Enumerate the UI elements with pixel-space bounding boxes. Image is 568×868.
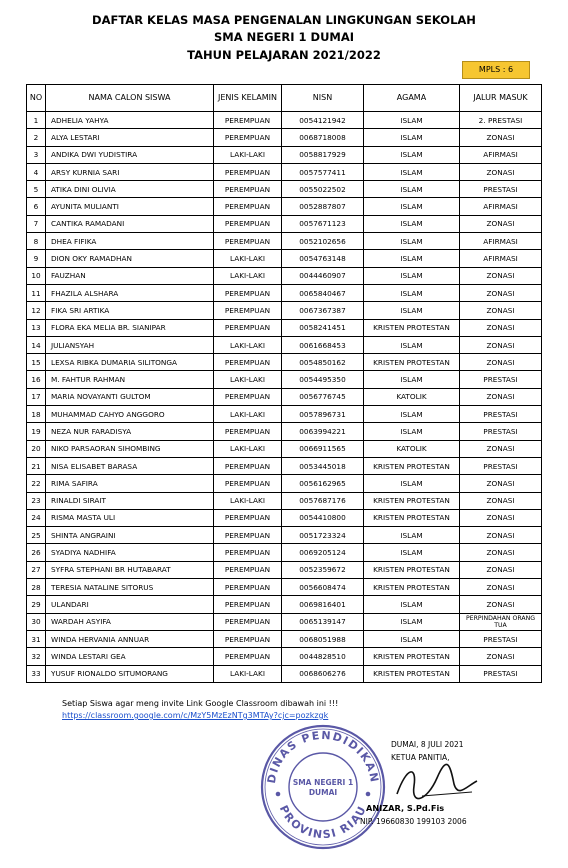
cell-nisn: 0054850162 bbox=[282, 354, 364, 371]
cell-religion: ISLAM bbox=[364, 544, 460, 561]
cell-gender: LAKI-LAKI bbox=[214, 492, 282, 509]
cell-no: 14 bbox=[27, 336, 46, 353]
cell-nisn: 0057687176 bbox=[282, 492, 364, 509]
cell-admission-path: ZONASI bbox=[460, 509, 542, 526]
cell-nisn: 0058241451 bbox=[282, 319, 364, 336]
cell-admission-path: ZONASI bbox=[460, 163, 542, 180]
cell-nisn: 0057577411 bbox=[282, 163, 364, 180]
table-row bbox=[27, 215, 542, 232]
cell-student-name: ANDIKA DWI YUDISTIRA bbox=[46, 146, 214, 163]
cell-admission-path: ZONASI bbox=[460, 129, 542, 146]
cell-gender: PEREMPUAN bbox=[214, 233, 282, 250]
cell-student-name: YUSUF RIONALDO SITUMORANG bbox=[46, 665, 214, 682]
cell-religion: ISLAM bbox=[364, 284, 460, 301]
cell-religion: KRISTEN PROTESTAN bbox=[364, 561, 460, 578]
cell-no: 33 bbox=[27, 665, 46, 682]
cell-nisn: 0054410800 bbox=[282, 509, 364, 526]
cell-nisn: 0061668453 bbox=[282, 336, 364, 353]
document-title: DAFTAR KELAS MASA PENGENALAN LINGKUNGAN SEKOLAH bbox=[92, 13, 476, 27]
cell-student-name: WARDAH ASYIFA bbox=[46, 613, 214, 630]
cell-student-name: SYFRA STEPHANI BR HUTABARAT bbox=[46, 561, 214, 578]
col-header-admission-path: JALUR MASUK bbox=[460, 85, 542, 112]
cell-no: 1 bbox=[27, 112, 46, 129]
cell-nisn: 0065139147 bbox=[282, 613, 364, 630]
cell-religion: ISLAM bbox=[364, 215, 460, 232]
stamp-center-line2: DUMAI bbox=[308, 788, 338, 797]
cell-religion: ISLAM bbox=[364, 596, 460, 613]
cell-no: 4 bbox=[27, 163, 46, 180]
cell-gender: PEREMPUAN bbox=[214, 198, 282, 215]
cell-student-name: RISMA MASTA ULI bbox=[46, 509, 214, 526]
cell-religion: KATOLIK bbox=[364, 440, 460, 457]
table-row bbox=[27, 509, 542, 526]
cell-gender: LAKI-LAKI bbox=[214, 371, 282, 388]
cell-gender: LAKI-LAKI bbox=[214, 146, 282, 163]
cell-admission-path: PRESTASI bbox=[460, 457, 542, 474]
cell-religion: ISLAM bbox=[364, 630, 460, 647]
cell-admission-path: AFIRMASI bbox=[460, 146, 542, 163]
table-row bbox=[27, 665, 542, 682]
cell-religion: ISLAM bbox=[364, 129, 460, 146]
cell-nisn: 0052887807 bbox=[282, 198, 364, 215]
cell-student-name: NEZA NUR FARADISYA bbox=[46, 423, 214, 440]
cell-religion: ISLAM bbox=[364, 146, 460, 163]
cell-religion: KRISTEN PROTESTAN bbox=[364, 665, 460, 682]
cell-nisn: 0055022502 bbox=[282, 181, 364, 198]
table-row bbox=[27, 475, 542, 492]
cell-admission-path: PRESTASI bbox=[460, 181, 542, 198]
student-table bbox=[26, 84, 542, 683]
cell-nisn: 0054121942 bbox=[282, 112, 364, 129]
cell-no: 32 bbox=[27, 648, 46, 665]
col-header-nisn: NISN bbox=[282, 85, 364, 112]
cell-admission-path: 2. PRESTASI bbox=[460, 112, 542, 129]
cell-student-name: RIMA SAFIRA bbox=[46, 475, 214, 492]
col-header-no: NO bbox=[27, 85, 46, 112]
cell-no: 18 bbox=[27, 406, 46, 423]
cell-nisn: 0063994221 bbox=[282, 423, 364, 440]
cell-student-name: ATIKA DINI OLIVIA bbox=[46, 181, 214, 198]
cell-religion: ISLAM bbox=[364, 423, 460, 440]
table-row bbox=[27, 250, 542, 267]
table-row bbox=[27, 302, 542, 319]
cell-student-name: FLORA EKA MELIA BR. SIANIPAR bbox=[46, 319, 214, 336]
cell-religion: ISLAM bbox=[364, 112, 460, 129]
cell-no: 19 bbox=[27, 423, 46, 440]
cell-nisn: 0057896731 bbox=[282, 406, 364, 423]
table-row bbox=[27, 544, 542, 561]
cell-gender: PEREMPUAN bbox=[214, 423, 282, 440]
cell-admission-path: PERPINDAHAN ORANG TUA bbox=[460, 613, 542, 630]
cell-no: 15 bbox=[27, 354, 46, 371]
cell-no: 7 bbox=[27, 215, 46, 232]
cell-no: 25 bbox=[27, 527, 46, 544]
signature-role: KETUA PANITIA, bbox=[391, 753, 450, 762]
table-row bbox=[27, 267, 542, 284]
cell-admission-path: AFIRMASI bbox=[460, 250, 542, 267]
table-row bbox=[27, 492, 542, 509]
cell-no: 23 bbox=[27, 492, 46, 509]
cell-gender: LAKI-LAKI bbox=[214, 336, 282, 353]
col-header-religion: AGAMA bbox=[364, 85, 460, 112]
cell-nisn: 0068606276 bbox=[282, 665, 364, 682]
cell-admission-path: ZONASI bbox=[460, 492, 542, 509]
table-row bbox=[27, 163, 542, 180]
cell-gender: LAKI-LAKI bbox=[214, 665, 282, 682]
col-header-gender: JENIS KELAMIN bbox=[214, 85, 282, 112]
cell-student-name: TERESIA NATALINE SITORUS bbox=[46, 579, 214, 596]
cell-nisn: 0069816401 bbox=[282, 596, 364, 613]
cell-gender: PEREMPUAN bbox=[214, 354, 282, 371]
signer-nip: NIP. 19660830 199103 2006 bbox=[360, 817, 467, 826]
cell-admission-path: ZONASI bbox=[460, 284, 542, 301]
cell-no: 2 bbox=[27, 129, 46, 146]
table-row bbox=[27, 440, 542, 457]
cell-admission-path: PRESTASI bbox=[460, 630, 542, 647]
table-row bbox=[27, 146, 542, 163]
cell-nisn: 0052359672 bbox=[282, 561, 364, 578]
cell-student-name: SYADIYA NADHIFA bbox=[46, 544, 214, 561]
signer-name: ANIZAR, S.Pd.Fis bbox=[366, 803, 445, 813]
cell-gender: PEREMPUAN bbox=[214, 129, 282, 146]
cell-admission-path: AFIRMASI bbox=[460, 233, 542, 250]
cell-no: 11 bbox=[27, 284, 46, 301]
cell-nisn: 0052102656 bbox=[282, 233, 364, 250]
cell-student-name: DION OKY RAMADHAN bbox=[46, 250, 214, 267]
cell-student-name: NISA ELISABET BARASA bbox=[46, 457, 214, 474]
table-row bbox=[27, 198, 542, 215]
cell-no: 5 bbox=[27, 181, 46, 198]
cell-gender: PEREMPUAN bbox=[214, 112, 282, 129]
table-row bbox=[27, 233, 542, 250]
cell-admission-path: PRESTASI bbox=[460, 665, 542, 682]
table-row bbox=[27, 561, 542, 578]
table-row bbox=[27, 319, 542, 336]
cell-student-name: LEXSA RIBKA DUMARIA SILITONGA bbox=[46, 354, 214, 371]
table-header-row bbox=[27, 85, 542, 112]
cell-religion: ISLAM bbox=[364, 163, 460, 180]
cell-no: 27 bbox=[27, 561, 46, 578]
cell-nisn: 0044828510 bbox=[282, 648, 364, 665]
cell-gender: PEREMPUAN bbox=[214, 284, 282, 301]
classroom-link[interactable]: https://classroom.google.com/c/MzY5MzEzNTg3MTAy?cjc=pozkzgk bbox=[62, 711, 329, 720]
cell-no: 21 bbox=[27, 457, 46, 474]
cell-gender: PEREMPUAN bbox=[214, 648, 282, 665]
cell-religion: ISLAM bbox=[364, 250, 460, 267]
cell-gender: PEREMPUAN bbox=[214, 509, 282, 526]
cell-student-name: NIKO PARSAORAN SIHOMBING bbox=[46, 440, 214, 457]
table-row bbox=[27, 336, 542, 353]
table-row bbox=[27, 596, 542, 613]
stamp-center-line1: SMA NEGERI 1 bbox=[292, 778, 354, 787]
cell-no: 28 bbox=[27, 579, 46, 596]
cell-religion: ISLAM bbox=[364, 302, 460, 319]
stamp-bottom-text: PROVINSI RIAU bbox=[276, 803, 370, 842]
cell-admission-path: ZONASI bbox=[460, 544, 542, 561]
cell-student-name: DHEA FIFIKA bbox=[46, 233, 214, 250]
handwritten-signature bbox=[392, 756, 482, 806]
cell-gender: LAKI-LAKI bbox=[214, 250, 282, 267]
signature-place-date: DUMAI, 8 JULI 2021 bbox=[391, 740, 464, 749]
school-name: SMA NEGERI 1 DUMAI bbox=[213, 30, 355, 44]
stamp-top-text: DINAS PENDIDIKAN bbox=[264, 728, 382, 785]
cell-student-name: SHINTA ANGRAINI bbox=[46, 527, 214, 544]
cell-student-name: MARIA NOVAYANTI GULTOM bbox=[46, 388, 214, 405]
cell-admission-path: ZONASI bbox=[460, 336, 542, 353]
table-row bbox=[27, 648, 542, 665]
cell-admission-path: PRESTASI bbox=[460, 423, 542, 440]
cell-no: 29 bbox=[27, 596, 46, 613]
cell-no: 17 bbox=[27, 388, 46, 405]
cell-admission-path: ZONASI bbox=[460, 579, 542, 596]
cell-religion: ISLAM bbox=[364, 475, 460, 492]
cell-nisn: 0053445018 bbox=[282, 457, 364, 474]
cell-nisn: 0069205124 bbox=[282, 544, 364, 561]
cell-religion: ISLAM bbox=[364, 233, 460, 250]
table-row bbox=[27, 129, 542, 146]
cell-admission-path: ZONASI bbox=[460, 388, 542, 405]
svg-text:DINAS PENDIDIKAN bbox=[265, 729, 381, 785]
cell-admission-path: ZONASI bbox=[460, 354, 542, 371]
cell-gender: PEREMPUAN bbox=[214, 613, 282, 630]
cell-gender: LAKI-LAKI bbox=[214, 267, 282, 284]
cell-gender: PEREMPUAN bbox=[214, 527, 282, 544]
cell-gender: PEREMPUAN bbox=[214, 215, 282, 232]
cell-religion: ISLAM bbox=[364, 527, 460, 544]
cell-gender: PEREMPUAN bbox=[214, 319, 282, 336]
table-row bbox=[27, 579, 542, 596]
cell-gender: PEREMPUAN bbox=[214, 163, 282, 180]
cell-student-name: ALYA LESTARI bbox=[46, 129, 214, 146]
table-row bbox=[27, 371, 542, 388]
table-row bbox=[27, 181, 542, 198]
cell-gender: PEREMPUAN bbox=[214, 544, 282, 561]
cell-no: 31 bbox=[27, 630, 46, 647]
cell-student-name: FHAZILA ALSHARA bbox=[46, 284, 214, 301]
cell-religion: ISLAM bbox=[364, 267, 460, 284]
cell-no: 16 bbox=[27, 371, 46, 388]
cell-no: 8 bbox=[27, 233, 46, 250]
cell-admission-path: ZONASI bbox=[460, 475, 542, 492]
cell-nisn: 0051723324 bbox=[282, 527, 364, 544]
cell-nisn: 0068051988 bbox=[282, 630, 364, 647]
mpls-badge: MPLS : 6 bbox=[462, 61, 530, 79]
cell-no: 9 bbox=[27, 250, 46, 267]
cell-gender: PEREMPUAN bbox=[214, 388, 282, 405]
cell-admission-path: ZONASI bbox=[460, 302, 542, 319]
cell-nisn: 0057671123 bbox=[282, 215, 364, 232]
cell-student-name: JULIANSYAH bbox=[46, 336, 214, 353]
cell-nisn: 0066911565 bbox=[282, 440, 364, 457]
cell-admission-path: ZONASI bbox=[460, 267, 542, 284]
table-row bbox=[27, 423, 542, 440]
table-row bbox=[27, 630, 542, 647]
cell-nisn: 0058817929 bbox=[282, 146, 364, 163]
cell-religion: ISLAM bbox=[364, 181, 460, 198]
table-row bbox=[27, 354, 542, 371]
cell-student-name: MUHAMMAD CAHYO ANGGORO bbox=[46, 406, 214, 423]
cell-nisn: 0056162965 bbox=[282, 475, 364, 492]
cell-gender: PEREMPUAN bbox=[214, 475, 282, 492]
table-row bbox=[27, 613, 542, 630]
table-row bbox=[27, 284, 542, 301]
cell-student-name: FIKA SRI ARTIKA bbox=[46, 302, 214, 319]
cell-religion: KRISTEN PROTESTAN bbox=[364, 354, 460, 371]
academic-year: TAHUN PELAJARAN 2021/2022 bbox=[187, 48, 381, 62]
cell-student-name: RINALDI SIRAIT bbox=[46, 492, 214, 509]
cell-nisn: 0065840467 bbox=[282, 284, 364, 301]
table-row bbox=[27, 406, 542, 423]
cell-no: 3 bbox=[27, 146, 46, 163]
cell-gender: LAKI-LAKI bbox=[214, 406, 282, 423]
cell-admission-path: ZONASI bbox=[460, 596, 542, 613]
cell-nisn: 0056608474 bbox=[282, 579, 364, 596]
cell-admission-path: PRESTASI bbox=[460, 371, 542, 388]
classroom-note: Setiap Siswa agar meng invite Link Google Classroom dibawah ini !!! bbox=[62, 699, 339, 708]
cell-admission-path: ZONASI bbox=[460, 215, 542, 232]
cell-gender: PEREMPUAN bbox=[214, 579, 282, 596]
cell-no: 13 bbox=[27, 319, 46, 336]
cell-gender: PEREMPUAN bbox=[214, 561, 282, 578]
cell-student-name: WINDA LESTARI GEA bbox=[46, 648, 214, 665]
cell-student-name: CANTIKA RAMADANI bbox=[46, 215, 214, 232]
table-row bbox=[27, 388, 542, 405]
cell-religion: KRISTEN PROTESTAN bbox=[364, 492, 460, 509]
cell-admission-path: AFIRMASI bbox=[460, 198, 542, 215]
cell-religion: ISLAM bbox=[364, 198, 460, 215]
cell-no: 30 bbox=[27, 613, 46, 630]
cell-religion: ISLAM bbox=[364, 613, 460, 630]
cell-gender: LAKI-LAKI bbox=[214, 440, 282, 457]
cell-religion: ISLAM bbox=[364, 371, 460, 388]
cell-no: 24 bbox=[27, 509, 46, 526]
cell-admission-path: ZONASI bbox=[460, 561, 542, 578]
cell-student-name: FAUZHAN bbox=[46, 267, 214, 284]
cell-admission-path: ZONASI bbox=[460, 319, 542, 336]
cell-no: 26 bbox=[27, 544, 46, 561]
cell-student-name: AYUNITA MULIANTI bbox=[46, 198, 214, 215]
cell-gender: PEREMPUAN bbox=[214, 457, 282, 474]
cell-no: 20 bbox=[27, 440, 46, 457]
table-row bbox=[27, 457, 542, 474]
cell-admission-path: PRESTASI bbox=[460, 406, 542, 423]
cell-admission-path: ZONASI bbox=[460, 527, 542, 544]
cell-religion: KRISTEN PROTESTAN bbox=[364, 648, 460, 665]
cell-religion: ISLAM bbox=[364, 406, 460, 423]
cell-student-name: ULANDARI bbox=[46, 596, 214, 613]
col-header-name: NAMA CALON SISWA bbox=[46, 85, 214, 112]
cell-religion: KRISTEN PROTESTAN bbox=[364, 509, 460, 526]
table-row bbox=[27, 527, 542, 544]
cell-nisn: 0056776745 bbox=[282, 388, 364, 405]
cell-nisn: 0054495350 bbox=[282, 371, 364, 388]
cell-nisn: 0067367387 bbox=[282, 302, 364, 319]
cell-gender: PEREMPUAN bbox=[214, 302, 282, 319]
cell-gender: PEREMPUAN bbox=[214, 596, 282, 613]
cell-religion: KRISTEN PROTESTAN bbox=[364, 319, 460, 336]
table-row bbox=[27, 112, 542, 129]
cell-no: 6 bbox=[27, 198, 46, 215]
cell-religion: KATOLIK bbox=[364, 388, 460, 405]
cell-student-name: ADHELIA YAHYA bbox=[46, 112, 214, 129]
cell-student-name: ARSY KURNIA SARI bbox=[46, 163, 214, 180]
cell-gender: PEREMPUAN bbox=[214, 630, 282, 647]
cell-gender: PEREMPUAN bbox=[214, 181, 282, 198]
cell-nisn: 0068718008 bbox=[282, 129, 364, 146]
cell-student-name: WINDA HERVANIA ANNUAR bbox=[46, 630, 214, 647]
official-stamp bbox=[258, 722, 388, 852]
cell-religion: ISLAM bbox=[364, 336, 460, 353]
cell-religion: KRISTEN PROTESTAN bbox=[364, 457, 460, 474]
cell-nisn: 0044460907 bbox=[282, 267, 364, 284]
cell-nisn: 0054763148 bbox=[282, 250, 364, 267]
cell-admission-path: ZONASI bbox=[460, 648, 542, 665]
cell-student-name: M. FAHTUR RAHMAN bbox=[46, 371, 214, 388]
cell-no: 12 bbox=[27, 302, 46, 319]
cell-no: 22 bbox=[27, 475, 46, 492]
cell-admission-path: ZONASI bbox=[460, 440, 542, 457]
cell-no: 10 bbox=[27, 267, 46, 284]
cell-religion: KRISTEN PROTESTAN bbox=[364, 579, 460, 596]
